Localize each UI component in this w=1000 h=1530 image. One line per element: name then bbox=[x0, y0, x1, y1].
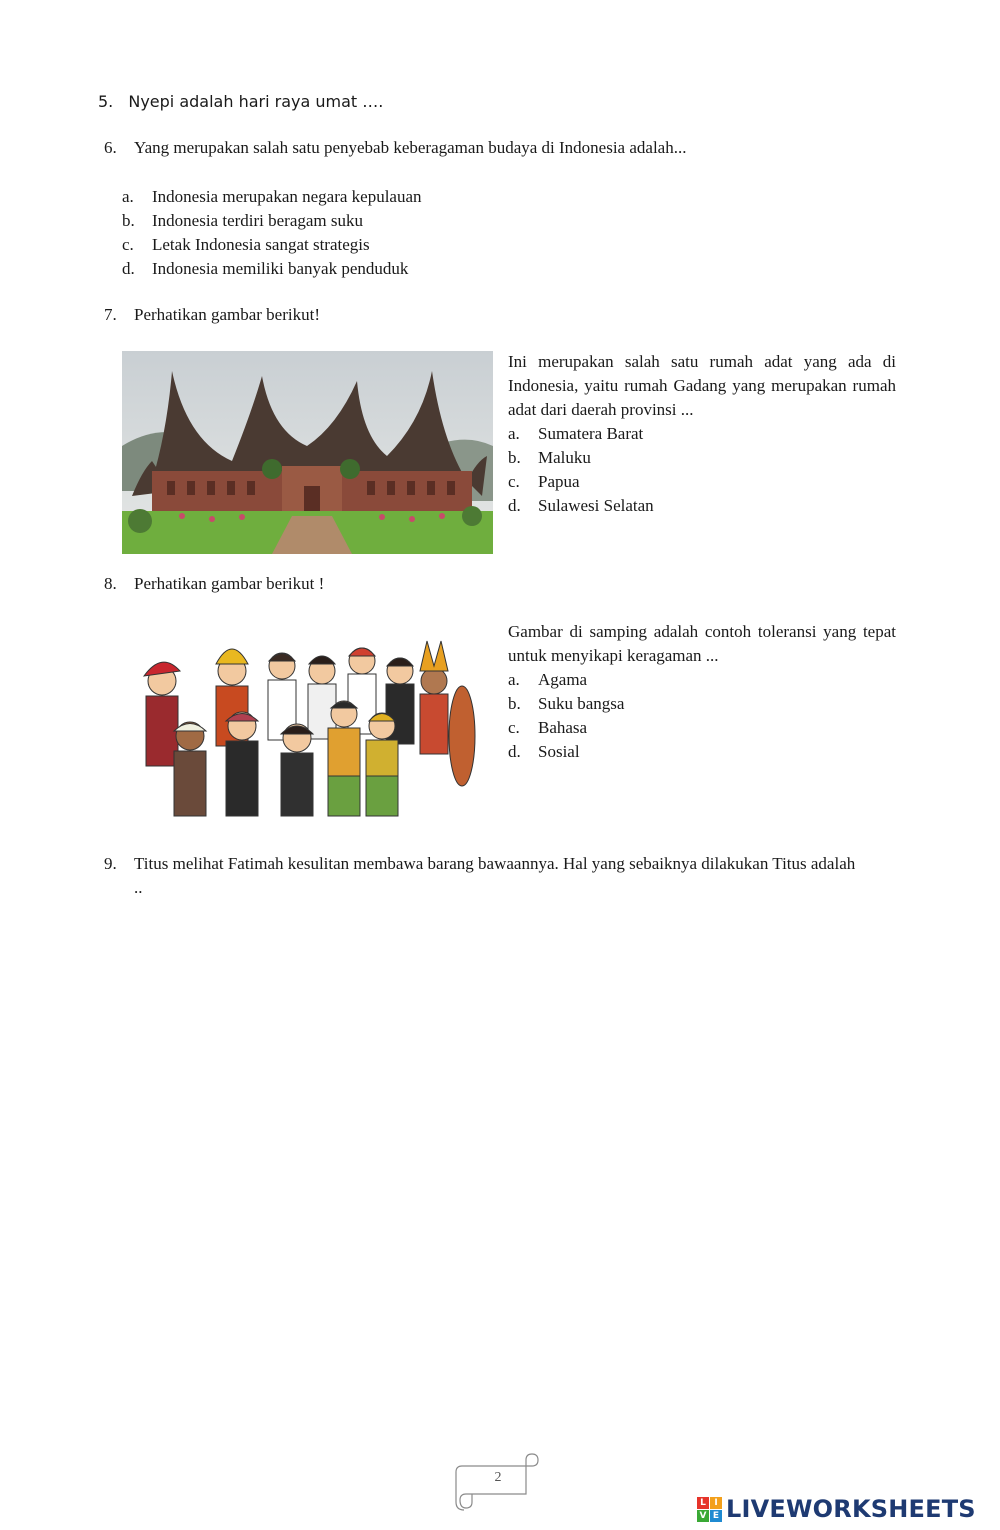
option-c[interactable]: c. Papua bbox=[508, 472, 580, 491]
q6-options bbox=[122, 185, 422, 281]
question-5 bbox=[98, 92, 383, 111]
question-6 bbox=[104, 138, 686, 158]
question-text: Perhatikan gambar berikut! bbox=[134, 305, 320, 324]
option-a[interactable]: a. Sumatera Barat bbox=[508, 424, 644, 443]
page-number: 2 bbox=[494, 1470, 502, 1485]
rumah-gadang-image bbox=[122, 351, 493, 554]
question-7 bbox=[104, 305, 320, 325]
q7-options bbox=[508, 422, 654, 518]
brand-icon: L I V E bbox=[697, 1497, 722, 1522]
question-text: Nyepi adalah hari raya umat …. bbox=[128, 92, 384, 111]
q7-paragraph: Ini merupakan salah satu rumah adat yang ada di Indonesia, yaitu rumah Gadang yang merupakan rumah adat dari daerah provinsi ... bbox=[508, 352, 896, 419]
question-text: Yang merupakan salah satu penyebab keberagaman budaya di Indonesia adalah... bbox=[134, 138, 687, 157]
q8-options bbox=[508, 668, 624, 764]
option-d[interactable]: d. Sulawesi Selatan bbox=[508, 496, 654, 515]
liveworksheets-logo bbox=[697, 1496, 976, 1522]
question-number: 7. bbox=[104, 305, 117, 324]
option-c[interactable]: c. Bahasa bbox=[508, 718, 588, 737]
option-a[interactable]: a. Indonesia merupakan negara kepulauan bbox=[122, 187, 422, 206]
option-c[interactable]: c. Letak Indonesia sangat strategis bbox=[122, 235, 370, 254]
option-d[interactable]: d. Sosial bbox=[508, 742, 580, 761]
question-number: 6. bbox=[104, 138, 117, 157]
brand-name: LIVEWORKSHEETS bbox=[726, 1495, 976, 1523]
option-b[interactable]: b. Indonesia terdiri beragam suku bbox=[122, 211, 364, 230]
traditional-clothing-image bbox=[132, 626, 478, 824]
page-number-scroll bbox=[452, 1452, 544, 1514]
question-text: Titus melihat Fatimah kesulitan membawa barang bawaannya. Hal yang sebaiknya dilakukan Titus adalah bbox=[134, 854, 856, 873]
question-9 bbox=[104, 854, 914, 874]
question-text: Perhatikan gambar berikut ! bbox=[134, 574, 325, 593]
option-a[interactable]: a. Agama bbox=[508, 670, 588, 689]
question-8 bbox=[104, 574, 324, 594]
q8-paragraph: Gambar di samping adalah contoh toleransi yang tepat untuk menyikapi keragaman ... bbox=[508, 622, 896, 665]
question-number: 9. bbox=[104, 854, 117, 873]
question-9-continuation: .. bbox=[134, 878, 143, 897]
question-number: 8. bbox=[104, 574, 117, 593]
option-b[interactable]: b. Maluku bbox=[508, 448, 591, 467]
option-d[interactable]: d. Indonesia memiliki banyak penduduk bbox=[122, 259, 409, 278]
question-number: 5. bbox=[98, 92, 114, 111]
option-b[interactable]: b. Suku bangsa bbox=[508, 694, 625, 713]
